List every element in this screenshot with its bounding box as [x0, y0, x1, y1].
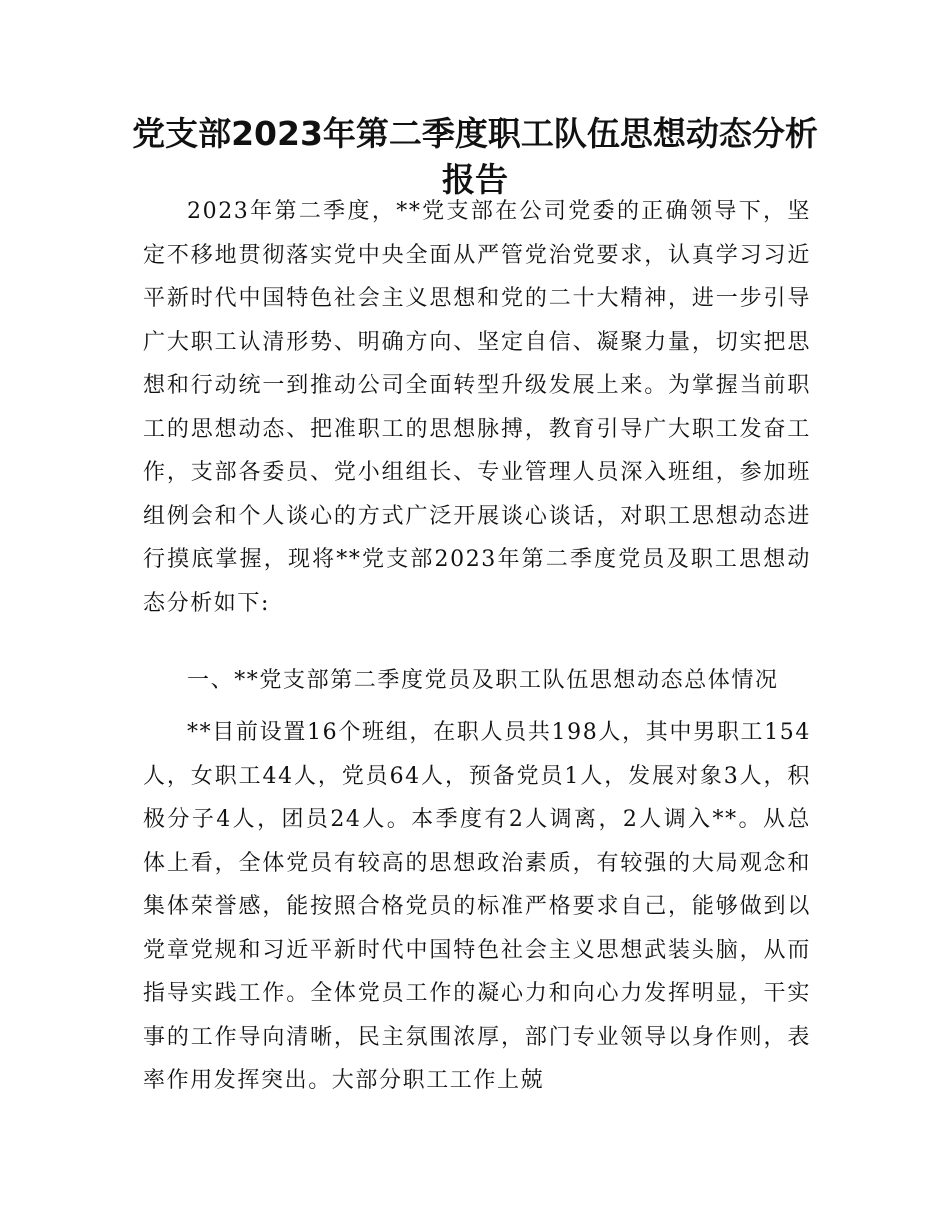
- intro-paragraph: 2023年第二季度，**党支部在公司党委的正确领导下，坚定不移地贯彻落实党中央全面从严管党治党要求，认真学习习近平新时代中国特色社会主义思想和党的二十大精神，进一步引导广大职工认清形势、明确方向、坚定自信、凝聚力量，切实把思想和行动统一到推动公司全面转型升级发展上来。为掌握当前职工的思想动态、把准职工的思想脉搏，教育引导广大职工发奋工作，支部各委员、党小组组长、专业管理人员深入班组，参加班组例会和个人谈心的方式广泛开展谈心谈话，对职工思想动态进行摸底掌握，现将**党支部2023年第二季度党员及职工思想动态分析如下:: [143, 199, 811, 616]
- document-title-line-2: 报告: [442, 160, 508, 199]
- section-1-heading: 一、**党支部第二季度党员及职工队伍思想动态总体情况: [187, 668, 779, 693]
- document-title-line-1: 党支部2023年第二季度职工队伍思想动态分析: [132, 114, 818, 153]
- section-1-paragraph: **目前设置16个班组，在职人员共198人，其中男职工154人，女职工44人，党员64人，预备党员1人，发展对象3人，积极分子4人，团员24人。本季度有2人调离，2人调入**。从总体上看，全体党员有较高的思想政治素质，有较强的大局观念和集体荣誉感，能按照合格党员的标准严格要求自己，能够做到以党章党规和习近平新时代中国特色社会主义思想武装头脑，从而指导实践工作。全体党员工作的凝心力和向心力发挥明显，干实事的工作导向清晰，民主氛围浓厚，部门专业领导以身作则，表率作用发挥突出。大部分职工工作上兢: [143, 720, 811, 1093]
